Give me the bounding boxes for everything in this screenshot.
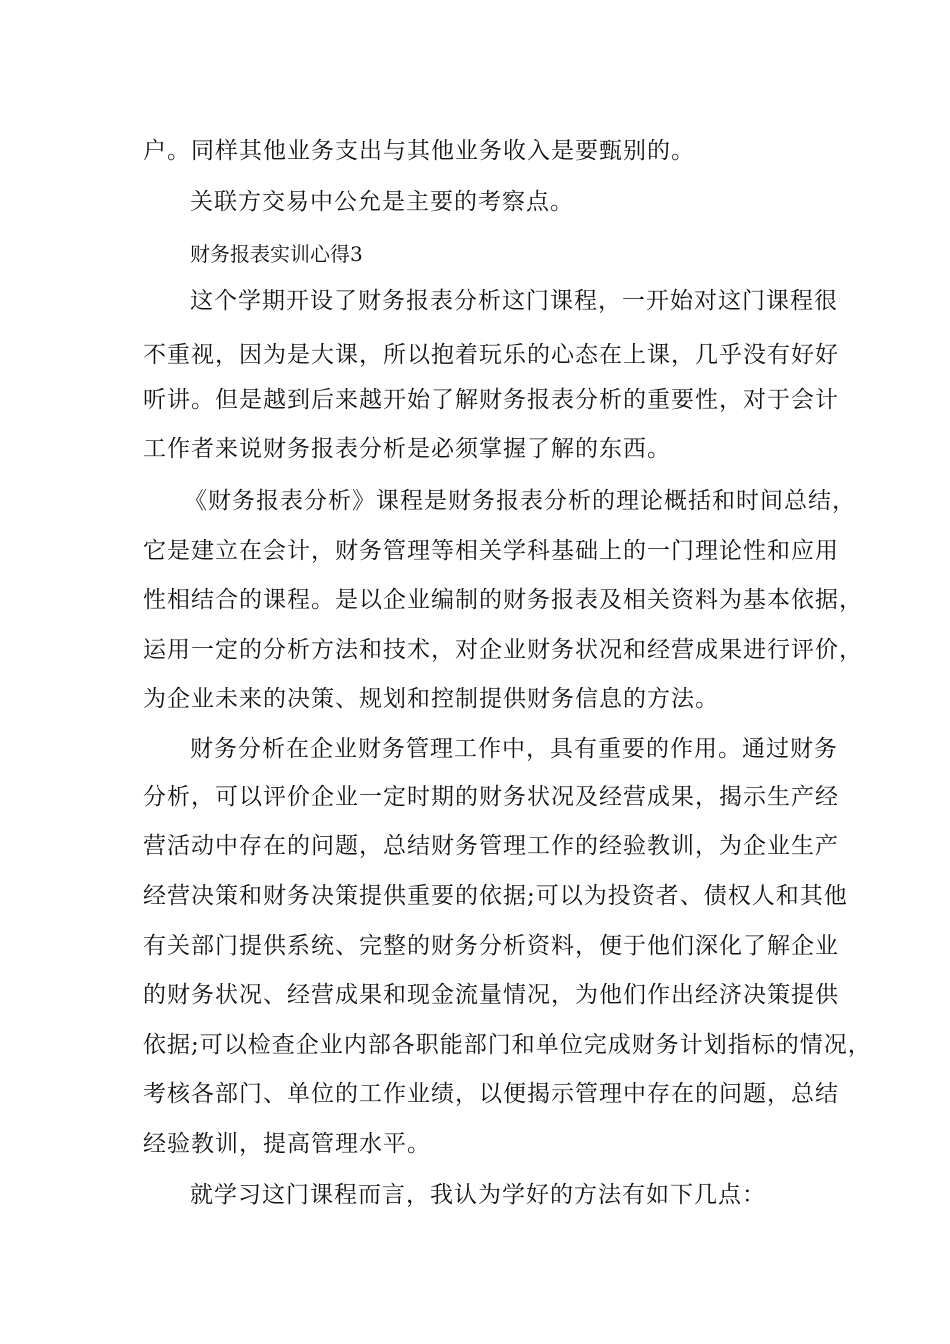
text-line-20: 考核各部门、单位的工作业绩，以便揭示管理中存在的问题，总结 <box>143 1081 839 1107</box>
text-line-6: 听讲。但是越到后来越开始了解财务报表分析的重要性，对于会计 <box>143 387 839 413</box>
text-line-10: 性相结合的课程。是以企业编制的财务报表及相关资料为基本依据， <box>143 587 863 613</box>
text-line-18: 的财务状况、经营成果和现金流量情况，为他们作出经济决策提供 <box>143 982 839 1008</box>
text-line-5: 不重视，因为是大课，所以抱着玩乐的心态在上课，几乎没有好好 <box>143 342 839 368</box>
text-line-15: 营活动中存在的问题，总结财务管理工作的经验教训，为企业生产 <box>143 833 839 859</box>
text-line-4: 这个学期开设了财务报表分析这门课程，一开始对这门课程很 <box>190 288 838 314</box>
text-line-14: 分析，可以评价企业一定时期的财务状况及经营成果，揭示生产经 <box>143 784 839 810</box>
text-line-19: 依据;可以检查企业内部各职能部门和单位完成财务计划指标的情况， <box>143 1032 872 1058</box>
text-line-13: 财务分析在企业财务管理工作中，具有重要的作用。通过财务 <box>190 736 838 762</box>
text-line-11: 运用一定的分析方法和技术，对企业财务状况和经营成果进行评价， <box>143 637 863 663</box>
text-line-21: 经验教训，提高管理水平。 <box>143 1131 431 1157</box>
text-line-8: 《财务报表分析》课程是财务报表分析的理论概括和时间总结， <box>184 488 856 514</box>
text-line-22: 就学习这门课程而言，我认为学好的方法有如下几点： <box>190 1182 766 1208</box>
text-line-7: 工作者来说财务报表分析是必须掌握了解的东西。 <box>143 436 671 462</box>
text-line-9: 它是建立在会计，财务管理等相关学科基础上的一门理论性和应用 <box>143 538 839 564</box>
text-line-1: 户。同样其他业务支出与其他业务收入是要甄别的。 <box>143 138 695 164</box>
text-line-16: 经营决策和财务决策提供重要的依据;可以为投资者、债权人和其他 <box>143 883 848 909</box>
section-heading: 财务报表实训心得3 <box>190 242 363 266</box>
text-line-17: 有关部门提供系统、完整的财务分析资料，便于他们深化了解企业 <box>143 933 839 959</box>
text-line-2: 关联方交易中公允是主要的考察点。 <box>190 189 574 215</box>
text-line-12: 为企业未来的决策、规划和控制提供财务信息的方法。 <box>143 686 719 712</box>
